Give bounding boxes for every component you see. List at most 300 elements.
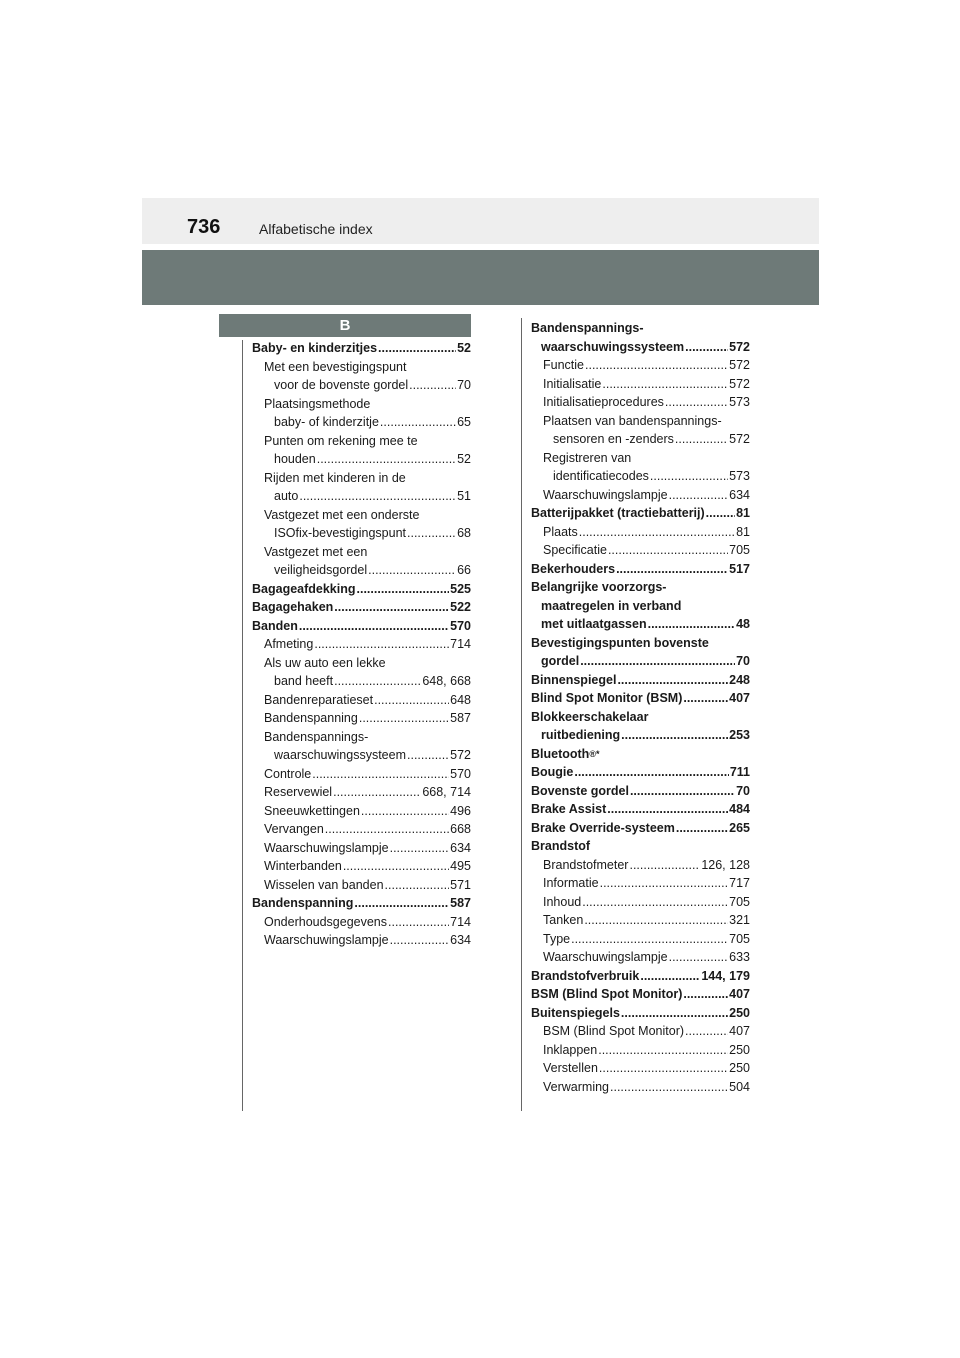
entry-page-ref: 587 bbox=[450, 711, 471, 725]
entry-line bbox=[531, 1022, 750, 1041]
entry-term: Brandstofmeter bbox=[543, 857, 629, 872]
entry-page-ref: 253 bbox=[729, 728, 750, 742]
leader-dots bbox=[571, 930, 728, 949]
entry-line bbox=[531, 745, 750, 764]
entry-term: Bandenspanning bbox=[264, 711, 358, 725]
entry-line bbox=[531, 726, 750, 745]
entry-line bbox=[531, 800, 750, 819]
entry-page-ref: 144, 179 bbox=[701, 968, 750, 983]
entry-page-ref: 495 bbox=[450, 859, 471, 873]
leader-dots bbox=[648, 615, 736, 634]
entry-term: Bandenreparatieset bbox=[264, 692, 374, 707]
entry-line bbox=[252, 765, 471, 784]
index-entry bbox=[531, 893, 750, 912]
entry-page-ref: 250 bbox=[729, 1042, 750, 1057]
entry-term: Waarschuwingslampje bbox=[264, 840, 389, 855]
index-entry bbox=[252, 765, 471, 784]
entry-term: sensoren en -zenders bbox=[553, 432, 674, 446]
leader-dots bbox=[333, 783, 421, 802]
index-entry bbox=[252, 654, 471, 691]
entry-term: gordel bbox=[541, 654, 580, 668]
entry-line bbox=[531, 985, 750, 1004]
index-entry bbox=[252, 931, 471, 950]
index-entry bbox=[531, 985, 750, 1004]
entry-line bbox=[252, 783, 471, 802]
entry-term: band heeft bbox=[274, 674, 334, 688]
entry-page-ref: 68 bbox=[457, 526, 471, 540]
entry-term: baby- of kinderzitje bbox=[274, 415, 379, 429]
index-entry bbox=[252, 728, 471, 765]
index-entry bbox=[531, 930, 750, 949]
index-entry bbox=[252, 580, 471, 599]
index-entry bbox=[252, 339, 471, 358]
entry-line bbox=[252, 931, 471, 950]
entry-term-line: Punten om rekening mee te bbox=[264, 433, 418, 448]
entry-term: ruitbediening bbox=[541, 728, 621, 742]
entry-page-ref: 705 bbox=[729, 543, 750, 557]
header-band bbox=[142, 250, 819, 305]
entry-line bbox=[252, 876, 471, 895]
entry-page-ref: 81 bbox=[736, 506, 750, 520]
entry-term-line: Plaatsingsmethode bbox=[264, 396, 371, 411]
entry-page-ref: 573 bbox=[729, 395, 750, 409]
index-entry bbox=[531, 708, 750, 745]
leader-dots bbox=[374, 691, 449, 710]
entry-term-line: Als uw auto een lekke bbox=[264, 655, 386, 670]
entry-term: Reservewiel bbox=[264, 785, 333, 799]
entry-term: Bekerhouders bbox=[531, 561, 616, 576]
entry-line bbox=[531, 837, 750, 856]
entry-page-ref: 648 bbox=[450, 692, 471, 707]
entry-line bbox=[531, 375, 750, 394]
entry-line bbox=[531, 615, 750, 634]
entry-line bbox=[252, 450, 471, 469]
entry-term: waarschuwingssysteem bbox=[274, 748, 406, 762]
leader-dots bbox=[675, 430, 728, 449]
index-entry bbox=[531, 837, 750, 856]
entry-term: Waarschuwingslampje bbox=[264, 933, 389, 947]
entry-page-ref: 634 bbox=[450, 840, 471, 855]
leader-dots bbox=[409, 376, 456, 395]
index-entry bbox=[252, 617, 471, 636]
entry-term: Brandstof bbox=[531, 839, 591, 853]
entry-term-line: Bandenspannings- bbox=[531, 321, 644, 335]
entry-page-ref: 570 bbox=[450, 766, 471, 781]
index-entry bbox=[531, 800, 750, 819]
entry-line bbox=[531, 967, 750, 986]
entry-page-ref: 52 bbox=[457, 341, 471, 355]
leader-dots bbox=[585, 356, 728, 375]
entry-term: Functie bbox=[543, 358, 584, 372]
entry-line bbox=[252, 617, 471, 636]
index-entry bbox=[252, 820, 471, 839]
leader-dots bbox=[706, 504, 735, 523]
entry-page-ref: 634 bbox=[729, 487, 750, 502]
entry-term: waarschuwingssysteem bbox=[541, 339, 685, 354]
entry-term: Waarschuwingslampje bbox=[543, 487, 668, 502]
entry-term: Buitenspiegels bbox=[531, 1005, 620, 1020]
index-entry bbox=[531, 634, 750, 671]
leader-dots bbox=[390, 931, 450, 950]
entry-term: Verstellen bbox=[543, 1061, 598, 1075]
leader-dots bbox=[650, 467, 728, 486]
entry-term: Brake Override-systeem bbox=[531, 820, 675, 835]
entry-line bbox=[252, 691, 471, 710]
index-entry bbox=[531, 449, 750, 486]
entry-term: auto bbox=[274, 489, 299, 503]
entry-line bbox=[531, 689, 750, 708]
leader-dots bbox=[359, 709, 449, 728]
entry-line bbox=[252, 839, 471, 858]
index-entry bbox=[252, 857, 471, 876]
index-entry bbox=[252, 358, 471, 395]
entry-line bbox=[531, 486, 750, 505]
entry-page-ref: 66 bbox=[457, 563, 471, 577]
leader-dots bbox=[607, 800, 728, 819]
entry-term: Bandenspanning bbox=[252, 896, 354, 910]
entry-term: Wisselen van banden bbox=[264, 877, 384, 892]
index-entry bbox=[531, 560, 750, 579]
entry-term: Winterbanden bbox=[264, 859, 342, 873]
index-entry bbox=[531, 1004, 750, 1023]
entry-line bbox=[531, 1078, 750, 1097]
entry-page-ref: 504 bbox=[729, 1079, 750, 1094]
entry-line bbox=[531, 430, 750, 449]
index-entry bbox=[531, 874, 750, 893]
entry-line bbox=[531, 560, 750, 579]
entry-line bbox=[531, 504, 750, 523]
entry-page-ref: 522 bbox=[450, 600, 471, 614]
entry-term: Informatie bbox=[543, 876, 599, 890]
entry-term: ISOfix-bevestigingspunt bbox=[274, 526, 407, 540]
entry-page-ref: 51 bbox=[457, 489, 471, 503]
entry-term: Vervangen bbox=[264, 822, 324, 836]
leader-dots bbox=[669, 948, 729, 967]
entry-line bbox=[531, 671, 750, 690]
index-entry bbox=[531, 356, 750, 375]
entry-line bbox=[252, 857, 471, 876]
leader-dots bbox=[610, 1078, 728, 1097]
index-entry bbox=[531, 689, 750, 708]
index-entry bbox=[531, 671, 750, 690]
entry-term: Brake Assist bbox=[531, 802, 607, 816]
entry-page-ref: 634 bbox=[450, 933, 471, 947]
entry-term: Baby- en kinderzitjes bbox=[252, 341, 378, 355]
entry-term: Bluetooth bbox=[531, 746, 590, 761]
leader-dots bbox=[312, 765, 449, 784]
index-entry bbox=[252, 876, 471, 895]
entry-line bbox=[252, 709, 471, 728]
leader-dots bbox=[299, 487, 456, 506]
index-entry bbox=[531, 1078, 750, 1097]
entry-line bbox=[252, 598, 471, 617]
leader-dots bbox=[683, 985, 728, 1004]
index-entry bbox=[531, 319, 750, 356]
right-column-rule bbox=[521, 318, 522, 1111]
entry-term: Onderhoudsgegevens bbox=[264, 914, 388, 929]
leader-dots bbox=[407, 524, 456, 543]
entry-page-ref: 587 bbox=[450, 896, 471, 910]
entry-line bbox=[531, 393, 750, 412]
leader-dots bbox=[630, 782, 735, 801]
index-entry bbox=[531, 819, 750, 838]
index-entry bbox=[531, 763, 750, 782]
index-entry bbox=[252, 506, 471, 543]
entry-term-line: Vastgezet met een bbox=[264, 544, 368, 559]
entry-page-ref: 407 bbox=[729, 691, 750, 705]
entry-page-ref: 250 bbox=[729, 1061, 750, 1075]
entry-line bbox=[252, 580, 471, 599]
entry-term: voor de bovenste gordel bbox=[274, 378, 409, 392]
entry-page-ref: 570 bbox=[450, 618, 471, 633]
entry-page-ref: 70 bbox=[736, 783, 750, 798]
index-entry bbox=[531, 504, 750, 523]
leader-dots bbox=[357, 580, 450, 599]
entry-term: Bovenste gordel bbox=[531, 783, 629, 798]
entry-page-ref: 321 bbox=[729, 913, 750, 927]
entry-line bbox=[531, 930, 750, 949]
leader-dots bbox=[580, 652, 735, 671]
entry-page-ref: 714 bbox=[450, 914, 471, 929]
entry-superscript: ®* bbox=[589, 748, 600, 759]
leader-dots bbox=[368, 561, 456, 580]
entry-term: Inhoud bbox=[543, 894, 582, 909]
index-entry bbox=[531, 856, 750, 875]
entry-line bbox=[531, 819, 750, 838]
entry-term: Controle bbox=[264, 766, 312, 781]
entry-term: Waarschuwingslampje bbox=[543, 950, 668, 964]
entry-term: Batterijpakket (tractiebatterij) bbox=[531, 506, 705, 520]
entry-page-ref: 668 bbox=[450, 822, 471, 836]
left-column-rule bbox=[242, 340, 243, 1111]
leader-dots bbox=[314, 635, 449, 654]
leader-dots bbox=[676, 819, 728, 838]
index-column-right bbox=[531, 319, 750, 1096]
leader-dots bbox=[354, 894, 449, 913]
entry-page-ref: 250 bbox=[729, 1005, 750, 1020]
index-entry bbox=[252, 913, 471, 932]
entry-line bbox=[252, 802, 471, 821]
index-entry bbox=[531, 967, 750, 986]
entry-term: houden bbox=[274, 452, 316, 466]
entry-term: Inklappen bbox=[543, 1042, 598, 1057]
entry-line bbox=[252, 487, 471, 506]
entry-term: identificatiecodes bbox=[553, 469, 649, 483]
leader-dots bbox=[665, 393, 728, 412]
entry-term: Bagageafdekking bbox=[252, 581, 356, 596]
leader-dots bbox=[378, 339, 456, 358]
entry-line bbox=[531, 911, 750, 930]
index-entry bbox=[252, 802, 471, 821]
entry-page-ref: 407 bbox=[729, 987, 750, 1001]
entry-line bbox=[252, 561, 471, 580]
entry-line bbox=[252, 635, 471, 654]
entry-line bbox=[252, 524, 471, 543]
entry-page-ref: 705 bbox=[729, 931, 750, 946]
entry-term: veiligheidsgordel bbox=[274, 563, 368, 577]
entry-term: Specificatie bbox=[543, 543, 607, 557]
index-entry bbox=[531, 375, 750, 394]
entry-line bbox=[531, 1059, 750, 1078]
entry-term: Tanken bbox=[543, 913, 584, 927]
index-entry bbox=[252, 543, 471, 580]
entry-term-line: Met een bevestigingspunt bbox=[264, 359, 407, 374]
index-entry bbox=[531, 1041, 750, 1060]
entry-page-ref: 52 bbox=[457, 452, 471, 466]
entry-term-line: Blokkeerschakelaar bbox=[531, 709, 649, 724]
leader-dots bbox=[629, 856, 700, 875]
entry-line bbox=[531, 763, 750, 782]
entry-page-ref: 572 bbox=[729, 358, 750, 372]
leader-dots bbox=[343, 857, 449, 876]
entry-line bbox=[531, 541, 750, 560]
entry-page-ref: 717 bbox=[729, 876, 750, 890]
entry-page-ref: 517 bbox=[729, 561, 750, 576]
index-entry bbox=[252, 598, 471, 617]
entry-page-ref: 126, 128 bbox=[701, 857, 750, 872]
leader-dots bbox=[334, 598, 449, 617]
leader-dots bbox=[602, 375, 728, 394]
leader-dots bbox=[600, 874, 729, 893]
page-number: 736 bbox=[187, 216, 221, 238]
index-entry bbox=[252, 395, 471, 432]
entry-page-ref: 48 bbox=[736, 617, 750, 631]
entry-line bbox=[252, 913, 471, 932]
entry-page-ref: 265 bbox=[729, 820, 750, 835]
leader-dots bbox=[380, 413, 456, 432]
index-column-left bbox=[252, 339, 471, 950]
entry-page-ref: 668, 714 bbox=[422, 785, 471, 799]
entry-page-ref: 572 bbox=[729, 339, 750, 354]
entry-term: Verwarming bbox=[543, 1079, 609, 1094]
entry-page-ref: 81 bbox=[736, 524, 750, 539]
index-entry bbox=[252, 783, 471, 802]
entry-line bbox=[252, 672, 471, 691]
entry-page-ref: 648, 668 bbox=[422, 674, 471, 688]
leader-dots bbox=[621, 726, 728, 745]
entry-line bbox=[531, 356, 750, 375]
entry-page-ref: 572 bbox=[450, 748, 471, 762]
entry-line bbox=[252, 746, 471, 765]
leader-dots bbox=[361, 802, 449, 821]
leader-dots bbox=[683, 689, 728, 708]
leader-dots bbox=[669, 486, 729, 505]
leader-dots bbox=[608, 541, 728, 560]
entry-term: Initialisatie bbox=[543, 376, 602, 391]
index-entry bbox=[252, 469, 471, 506]
index-entry bbox=[531, 393, 750, 412]
entry-line bbox=[531, 338, 750, 357]
entry-term-line: Bevestigingspunten bovenste bbox=[531, 635, 709, 650]
index-entry bbox=[531, 486, 750, 505]
entry-term: Bougie bbox=[531, 765, 574, 779]
leader-dots bbox=[621, 1004, 728, 1023]
entry-page-ref: 572 bbox=[729, 432, 750, 446]
leader-dots bbox=[390, 839, 450, 858]
entry-page-ref: 70 bbox=[457, 378, 471, 392]
page-title: Alfabetische index bbox=[259, 221, 373, 237]
entry-term: Plaats bbox=[543, 524, 578, 539]
index-entry bbox=[531, 541, 750, 560]
leader-dots bbox=[385, 876, 450, 895]
entry-page-ref: 705 bbox=[729, 894, 750, 909]
index-entry bbox=[252, 839, 471, 858]
entry-line bbox=[531, 856, 750, 875]
entry-line bbox=[252, 820, 471, 839]
leader-dots bbox=[299, 617, 449, 636]
entry-page-ref: 70 bbox=[736, 654, 750, 668]
entry-term-line: Plaatsen van bandenspannings- bbox=[543, 413, 722, 428]
entry-line bbox=[252, 894, 471, 913]
entry-page-ref: 572 bbox=[729, 376, 750, 391]
entry-term: Afmeting bbox=[264, 637, 314, 651]
entry-line bbox=[531, 893, 750, 912]
entry-line bbox=[531, 948, 750, 967]
entry-page-ref: 714 bbox=[450, 637, 471, 651]
leader-dots bbox=[334, 672, 421, 691]
entry-term: BSM (Blind Spot Monitor) bbox=[543, 1024, 685, 1038]
leader-dots bbox=[388, 913, 449, 932]
entry-line bbox=[531, 874, 750, 893]
entry-term-line: Bandenspannings- bbox=[264, 729, 369, 744]
entry-line bbox=[531, 523, 750, 542]
entry-term: Blind Spot Monitor (BSM) bbox=[531, 691, 683, 705]
entry-term-line: maatregelen in verband bbox=[541, 598, 682, 613]
entry-page-ref: 496 bbox=[450, 803, 471, 818]
entry-line bbox=[252, 413, 471, 432]
entry-page-ref: 573 bbox=[729, 469, 750, 483]
leader-dots bbox=[317, 450, 456, 469]
entry-term: Bagagehaken bbox=[252, 600, 334, 614]
entry-page-ref: 407 bbox=[729, 1024, 750, 1038]
index-entry bbox=[252, 635, 471, 654]
entry-term: Type bbox=[543, 931, 571, 946]
leader-dots bbox=[617, 671, 728, 690]
entry-term: Sneeuwkettingen bbox=[264, 803, 360, 818]
entry-page-ref: 633 bbox=[729, 950, 750, 964]
entry-term-line: Rijden met kinderen in de bbox=[264, 470, 406, 485]
leader-dots bbox=[579, 523, 735, 542]
entry-page-ref: 248 bbox=[729, 672, 750, 687]
entry-page-ref: 65 bbox=[457, 415, 471, 429]
leader-dots bbox=[599, 1059, 728, 1078]
index-entry bbox=[531, 523, 750, 542]
entry-page-ref: 571 bbox=[450, 877, 471, 892]
entry-page-ref: 484 bbox=[729, 802, 750, 816]
entry-term-line: Belangrijke voorzorgs- bbox=[531, 580, 667, 594]
leader-dots bbox=[616, 560, 728, 579]
index-entry bbox=[252, 691, 471, 710]
entry-line bbox=[252, 376, 471, 395]
entry-line bbox=[531, 782, 750, 801]
leader-dots bbox=[582, 893, 728, 912]
leader-dots bbox=[325, 820, 449, 839]
index-entry bbox=[531, 1059, 750, 1078]
entry-term-line: Registreren van bbox=[543, 450, 632, 465]
entry-line bbox=[531, 1004, 750, 1023]
leader-dots bbox=[584, 911, 728, 930]
entry-term-line: Vastgezet met een onderste bbox=[264, 507, 420, 522]
section-letter-tab: B bbox=[219, 314, 471, 337]
index-entry bbox=[531, 782, 750, 801]
leader-dots bbox=[640, 967, 700, 986]
index-entry bbox=[531, 1022, 750, 1041]
entry-line bbox=[531, 652, 750, 671]
leader-dots bbox=[407, 746, 449, 765]
entry-term: Banden bbox=[252, 618, 298, 633]
leader-dots bbox=[685, 338, 728, 357]
index-entry bbox=[531, 412, 750, 449]
